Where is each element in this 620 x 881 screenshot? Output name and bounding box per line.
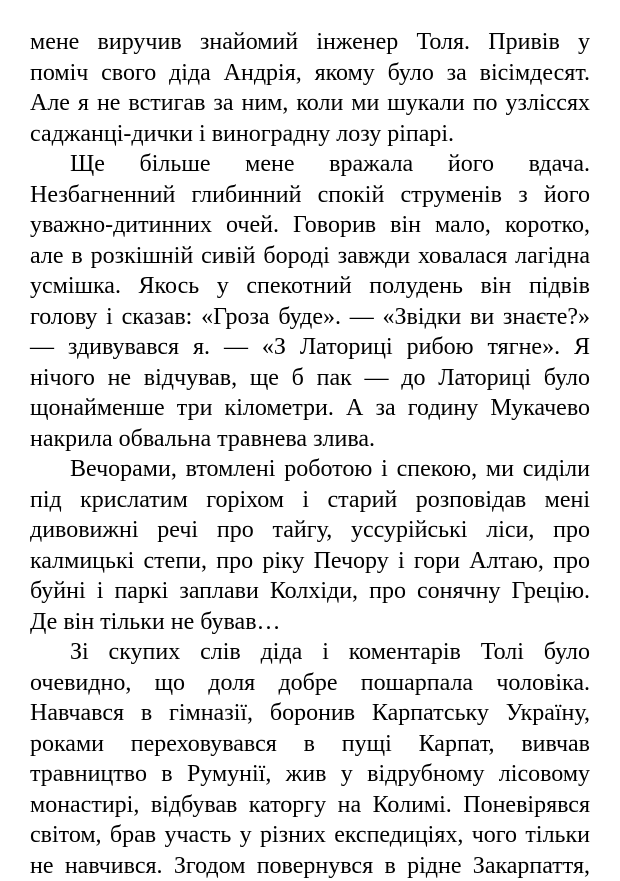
text-line: мене виручив знайомий інженер Толя. Привів у bbox=[30, 27, 590, 58]
text-line: Але я не встигав за ним, коли ми шукали по узліссях bbox=[30, 88, 590, 119]
text-line: уважно-дитинних очей. Говорив він мало, коротко, bbox=[30, 210, 590, 241]
paragraph-2 bbox=[30, 149, 590, 454]
text-line: Незбагненний глибинний спокій струменів з його bbox=[30, 180, 590, 211]
paragraph-1 bbox=[30, 27, 590, 149]
text-line: під крислатим горіхом і старий розповідав мені bbox=[30, 485, 590, 516]
text-line: усмішка. Якось у спекотний полудень він підвів bbox=[30, 271, 590, 302]
text-line: щонайменше три кілометри. А за годину Мукачево bbox=[30, 393, 590, 424]
text-line: роками переховувався в пущі Карпат, вивчав bbox=[30, 729, 590, 760]
text-line: — здивувався я. — «З Латориці рибою тягне». Я bbox=[30, 332, 590, 363]
text-line: Де він тільки не бував… bbox=[30, 607, 590, 638]
text-line: Зі скупих слів діда і коментарів Толі було bbox=[30, 637, 590, 668]
text-line: Навчався в гімназії, боронив Карпатську Україну, bbox=[30, 698, 590, 729]
text-line: дивовижні речі про тайгу, уссурійські ліси, про bbox=[30, 515, 590, 546]
paragraph-3 bbox=[30, 454, 590, 637]
text-line: Вечорами, втомлені роботою і спекою, ми сиділи bbox=[30, 454, 590, 485]
text-line: не навчився. Згодом повернувся в рідне Закарпаття, bbox=[30, 851, 590, 881]
text-line: світом, брав участь у різних експедиціях, чого тільки bbox=[30, 820, 590, 851]
text-line: Ще більше мене вражала його вдача. bbox=[30, 149, 590, 180]
document-page bbox=[30, 27, 590, 881]
text-line: очевидно, що доля добре пошарпала чоловіка. bbox=[30, 668, 590, 699]
text-line: калмицькі степи, про ріку Печору і гори Алтаю, про bbox=[30, 546, 590, 577]
text-line: нічого не відчував, ще б пак — до Латориці було bbox=[30, 363, 590, 394]
paragraph-4 bbox=[30, 637, 590, 881]
text-line: накрила обвальна травнева злива. bbox=[30, 424, 590, 455]
text-line: голову і сказав: «Гроза буде». — «Звідки ви знаєте?» bbox=[30, 302, 590, 333]
text-line: буйні і паркі заплави Колхіди, про сонячну Грецію. bbox=[30, 576, 590, 607]
text-line: саджанці-дички і виноградну лозу ріпарі. bbox=[30, 119, 590, 150]
text-line: монастирі, відбував каторгу на Колимі. Поневірявся bbox=[30, 790, 590, 821]
text-line: травництво в Румунії, жив у відрубному лісовому bbox=[30, 759, 590, 790]
text-line: поміч свого діда Андрія, якому було за вісімдесят. bbox=[30, 58, 590, 89]
text-line: але в розкішній сивій бороді завжди ховалася лагідна bbox=[30, 241, 590, 272]
